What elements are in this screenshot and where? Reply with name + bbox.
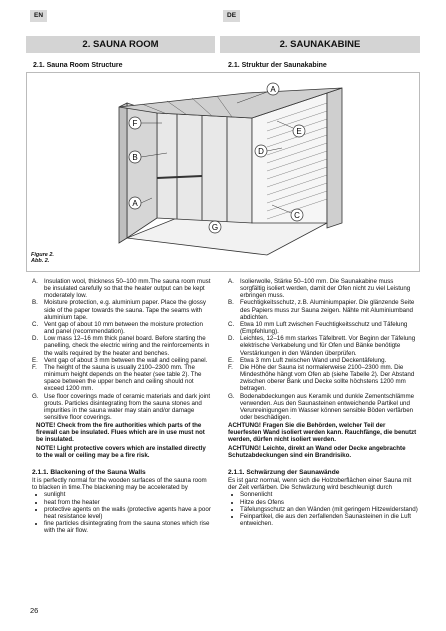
list-item: D. Low mass 12–16 mm thick panel board. Before starting the panelling, check the electric wiring and the reinforcements in the walls required by the heater and benches. (32, 335, 210, 357)
svg-text:E: E (296, 127, 302, 136)
list-item: F. The height of the sauna is usually 2100–2300 mm. The minimum height depends on the heater (see table 2). The space between the upper bench and ceiling should not exceed 1200 mm. (32, 363, 202, 393)
svg-text:F: F (132, 119, 138, 128)
blackening-intro-de: Es ist ganz normal, wenn sich die Holzoberflächen einer Sauna mit der Zeit verfärben. Die Schwärzung wird beschleunigt durch (228, 477, 412, 492)
bullet-item: heat from the heater (32, 499, 212, 506)
svg-text:B: B (132, 153, 138, 162)
svg-text:A: A (132, 199, 138, 208)
list-item: A. Insulation wool, thickness 50–100 mm.The sauna room must be insulated carefully so that the heater output can be kept moderately low. (32, 278, 211, 300)
bullet-item: Feinpartikel, die aus den zerfallenden Saunasteinen in die Luft entweichen. (228, 513, 420, 527)
subsection-title-en: 2.1. Sauna Room Structure (33, 62, 123, 69)
german-column (228, 278, 420, 527)
svg-text:A: A (270, 85, 276, 94)
list-item: G. Use floor coverings made of ceramic materials and dark joint grouts. Particles disintegrating from the sauna stones and impurities in the sauna water may stain and/or damage sensitive floor coverings. (32, 392, 211, 421)
left-wall-outer-layer (119, 103, 127, 243)
list-item: C. Etwa 10 mm Luft zwischen Feuchtigkeitsschutz und Täfelung (Empfehlung). (228, 320, 408, 336)
list-item: D. Leichtes, 12–16 mm starkes Täfelbrett. Vor Beginn der Täfelung elektrische Verkabelung und für Ofen und Bänke benötigte Verstärkungen in den Wänden überprüfen. (228, 335, 416, 357)
list-item: A. Isolierwolle, Stärke 50–100 mm. Die Saunakabine muss sorgfältig isoliert werden, damit der Ofen nicht zu viel Leistung erbringen muss. (228, 278, 411, 300)
bullet-item: Sonnenlicht (228, 491, 420, 498)
list-item: F. Die Höhe der Sauna ist normalerweise 2100–2300 mm. Die Mindesthöhe hängt vom Ofen ab (siehe Tabelle 2). Der Abstand zwischen oberer Bank und Decke sollte höchstens 1200 mm betragen. (228, 363, 415, 393)
sauna-structure-diagram (27, 73, 421, 273)
figure-caption-de: Abb. 2. (31, 258, 50, 264)
list-item: B. Feuchtigkeitsschutz, z.B. Aluminiumpapier. Die glänzende Seite des Papiers muss zur Sauna zeigen. Nähte mit Aluminiumband abdichten. (228, 299, 415, 321)
figure-caption-en: Figure 2. (31, 252, 54, 258)
blackening-section-title-de: 2.1.1. Schwärzung der Saunawände (228, 468, 340, 476)
list-item: G. Bodenabdeckungen aus Keramik und dunkle Zementschlämme verwenden. Aus den Saunasteinen entweichende Partikel und Verunreinigungen im Wasser können sensible Böden verfärben oder beschädigen. (228, 392, 415, 421)
bullet-item: protective agents on the walls (protective agents have a poor heat resistance level) (32, 506, 212, 520)
blackening-section-title-en: 2.1.1. Blackening of the Sauna Walls (32, 468, 146, 476)
bullet-item: Täfelungsschutz an den Wänden (mit geringem Hitzewiderstand) (228, 506, 420, 513)
protective-cover-note-de: ACHTUNG! Leichte, direkt an Wand oder Decke angebrachte Schutzabdeckungen sind ein Brandrisiko. (228, 444, 406, 459)
english-column (32, 278, 212, 534)
blackening-intro-en: It is perfectly normal for the wooden surfaces of the sauna room to blacken in time.The blackening may be accelerated by (32, 477, 207, 492)
fire-authority-note-de: ACHTUNG! Fragen Sie die Behörden, welcher Teil der feuerfesten Wand isoliert werden kann. Rauchfänge, die benutzt werden, dürfen nicht isoliert werden. (228, 422, 417, 444)
section-title-en: 2. SAUNA ROOM (26, 36, 215, 53)
protective-cover-note-en: NOTE! Light protective covers which are installed directly to the wall or ceiling may be a fire risk. (36, 444, 206, 459)
page-number: 26 (30, 606, 39, 615)
list-item: E. Vent gap of about 3 mm between the wall and ceiling panel. (32, 356, 208, 364)
back-wall (157, 113, 252, 223)
right-wall-outer-layer (327, 88, 342, 228)
language-tag-en: EN (30, 10, 47, 22)
list-item: B. Moisture protection, e.g. aluminium paper. Place the glossy side of the paper towards the sauna. Tape the seams with aluminium tape. (32, 299, 206, 321)
sauna-structure-figure (26, 72, 420, 272)
list-item: E. Etwa 3 mm Luft zwischen Wand und Deckentäfelung. (228, 356, 387, 364)
fire-authority-note-en: NOTE! Check from the fire authorities which parts of the firewall can be insulated. Flues which are in use must not be insulated. (36, 422, 205, 444)
language-tag-de: DE (223, 10, 240, 22)
svg-text:D: D (258, 147, 264, 156)
subsection-title-de: 2.1. Struktur der Saunakabine (228, 62, 327, 69)
list-item: C. Vent gap of about 10 mm between the moisture protection and panel (recommendation). (32, 320, 203, 336)
bullet-item: sunlight (32, 491, 212, 498)
svg-text:C: C (294, 211, 300, 220)
svg-text:G: G (211, 223, 219, 232)
figure-caption (31, 252, 54, 264)
bullet-item: Hitze des Ofens (228, 499, 420, 506)
label-g (209, 221, 221, 233)
bullet-item: fine particles disintegrating from the sauna stones which rise with the air flow. (32, 520, 212, 534)
section-title-de: 2. SAUNAKABINE (220, 36, 420, 53)
